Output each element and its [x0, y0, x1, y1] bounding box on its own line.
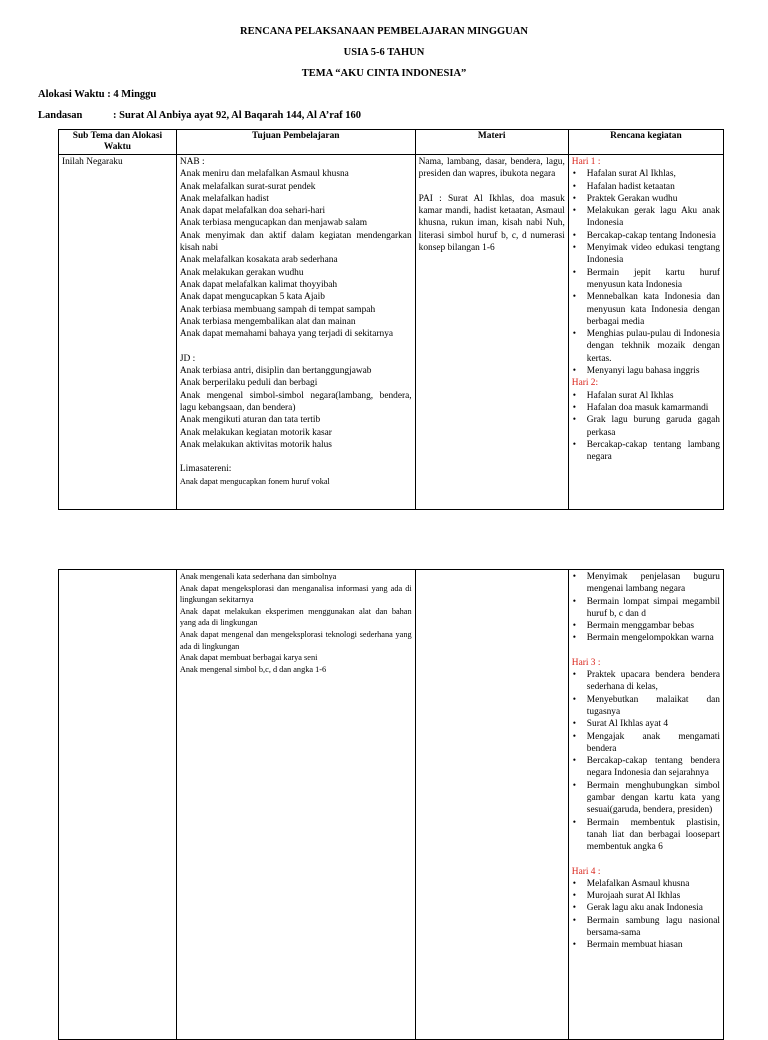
header-rencana: Rencana kegiatan	[568, 130, 723, 155]
tujuan-item: Anak melafalkan surat-surat pendek	[179, 181, 316, 192]
hari-1-list	[572, 168, 720, 377]
header-tujuan: Tujuan Pembelajaran	[176, 130, 415, 155]
activity-item: • Murojaah surat Al Ikhlas	[572, 890, 720, 902]
tujuan-item: Anak dapat melafalkan doa sehari-hari	[179, 206, 326, 217]
tujuan-item: Anak mengenal simbol b,c, d dan angka 1-6	[179, 664, 327, 674]
sub-tema-text: Inilah Negaraku	[62, 157, 123, 167]
activity-item: • Praktek upacara bendera bendera sederhana di kelas,	[572, 669, 720, 694]
tujuan-cell	[176, 155, 415, 510]
header-sub-tema: Sub Tema dan Alokasi Waktu	[59, 130, 177, 155]
activity-item: • Hafalan doa masuk kamarmandi	[572, 402, 720, 414]
tujuan-item: Anak terbiasa antri, disiplin dan bertanggungjawab	[179, 366, 372, 377]
activity-item: • Bermain mengelompokkan warna	[572, 632, 720, 644]
tujuan-item: Anak berperilaku peduli dan berbagi	[179, 378, 318, 389]
document-title: RENCANA PELAKSANAAN PEMBELAJARAN MINGGUAN	[240, 26, 528, 37]
tujuan-item: NAB :	[179, 157, 205, 167]
age-heading: USIA 5-6 TAHUN	[343, 47, 425, 58]
tujuan-item: Anak dapat melakukan eksperimen menggunakan alat dan bahan yang ada di lingkungan	[179, 606, 412, 628]
activity-item: • Hafalan hadist ketaatan	[572, 181, 720, 193]
tujuan-item	[180, 451, 412, 463]
header-materi: Materi	[415, 130, 568, 155]
landasan-label: Landasan	[38, 110, 83, 121]
table-row	[59, 570, 724, 1040]
rencana-cell	[568, 155, 723, 510]
activity-item: • Menyebutkan malaikat dan tugasnya	[572, 694, 720, 719]
hari-2-list-continued	[572, 571, 720, 645]
tujuan-item: Anak dapat mengeksplorasi dan menganalisa informasi yang ada di lingkungan sekitarnya	[179, 583, 412, 605]
activity-item: • Bermain menggambar bebas	[572, 620, 720, 632]
theme-heading: TEMA “AKU CINTA INDONESIA”	[301, 68, 467, 79]
plan-table-page-1	[58, 129, 724, 510]
activity-item: • Bermain membentuk plastisin, tanah liat dan berbagai loosepart membentuk angka 6	[572, 817, 720, 854]
activity-item: • Grak lagu burung garuda gagah perkasa	[572, 414, 720, 439]
hari-2-label: Hari 2:	[571, 378, 599, 389]
tujuan-item: Anak terbiasa membuang sampah di tempat sampah	[179, 304, 376, 315]
activity-item: • Bermain sambung lagu nasional bersama-sama	[572, 915, 720, 940]
activity-item: • Bermain jepit kartu huruf menyusun kata Indonesia	[572, 267, 720, 292]
tujuan-item: Anak menyimak dan aktif dalam kegiatan mendengarkan kisah nabi	[179, 230, 412, 254]
tujuan-small-text: Anak dapat mengucapkan fonem huruf vokal	[179, 476, 330, 486]
activity-item: • Bermain membuat hiasan	[572, 939, 720, 951]
tujuan-item: Anak dapat mengenal dan mengeksplorasi teknologi sederhana yang ada di lingkungan	[179, 629, 412, 651]
materi-cell	[415, 155, 568, 510]
activity-item: • Mengajak anak mengamati bendera	[572, 731, 720, 756]
tujuan-item: Anak melakukan kegiatan motorik kasar	[179, 427, 332, 438]
tujuan-item: Limasatereni:	[179, 464, 232, 475]
activity-item: • Bermain menghubungkan simbol gambar dengan kartu kata yang sesuai(garuda, bendera, presiden)	[572, 780, 720, 817]
hari-3-list	[572, 669, 720, 853]
plan-table-page-2	[58, 569, 724, 1040]
materi-list	[419, 156, 565, 254]
activity-item: • Mennebalkan kata Indonesia dan menyusun kata Indonesia dengan berbagai media	[572, 291, 720, 328]
tujuan-item: Anak melakukan gerakan wudhu	[179, 267, 304, 278]
sub-tema-cell-empty	[59, 570, 177, 1040]
tujuan-item: Anak melafalkan hadist	[179, 193, 269, 204]
tujuan-item: Anak melafalkan kosakata arab sederhana	[179, 255, 338, 266]
tujuan-list-continued	[180, 571, 412, 675]
hari-4-label: Hari 4 :	[571, 866, 601, 877]
tujuan-item: Anak dapat mengucapkan 5 kata Ajaib	[179, 292, 325, 303]
hari-3-label: Hari 3 :	[571, 657, 601, 668]
hari-1-label: Hari 1 :	[571, 157, 601, 167]
materi-paragraph	[419, 181, 565, 193]
tujuan-item: Anak mengenal simbol-simbol negara(lambang, bendera, lagu kebangsaan, dan bendera)	[179, 390, 412, 413]
tujuan-item: Anak melakukan aktivitas motorik halus	[179, 439, 332, 450]
tujuan-item: Anak dapat membuat berbagai karya seni	[179, 653, 318, 663]
tujuan-cell-continued	[176, 570, 415, 1040]
activity-item: • Surat Al Ikhlas ayat 4	[572, 718, 720, 730]
activity-item: • Bercakap-cakap tentang lambang negara	[572, 439, 720, 464]
hari-4-list	[572, 878, 720, 952]
activity-item: • Menyimak video edukasi tengtang Indonesia	[572, 242, 720, 267]
materi-cell-empty	[415, 570, 568, 1040]
materi-paragraph: Nama, lambang, dasar, bendera, lagu, presiden dan wapres, ibukota negara	[418, 157, 565, 180]
tujuan-item: Anak terbiasa mengucapkan dan menjawab salam	[179, 218, 368, 229]
materi-paragraph: PAI : Surat Al Ikhlas, doa masuk kamar mandi, hadist ketaatan, Asmaul khusna, rukun iman, kisah nabi Nuh, literasi simbol huruf b, c, d numerasi konsep bilangan 1-6	[418, 193, 565, 254]
tujuan-item: JD :	[179, 353, 196, 364]
activity-item: • Menghias pulau-pulau di Indonesia dengan tekhnik mozaik dengan kertas.	[572, 328, 720, 365]
activity-item: • Bercakap-cakap tentang bendera negara Indonesia dan sejarahnya	[572, 755, 720, 780]
tujuan-item: Anak terbiasa mengembalikan alat dan mainan	[179, 316, 356, 327]
tujuan-item: Anak dapat memahami bahaya yang terjadi di sekitarnya	[179, 329, 394, 340]
tujuan-item	[180, 340, 412, 352]
landasan-value: : Surat Al Anbiya ayat 92, Al Baqarah 144, Al A’raf 160	[113, 110, 362, 121]
activity-item: • Bermain lompat simpai megambil huruf b, c dan d	[572, 596, 720, 621]
activity-item: • Gerak lagu aku anak Indonesia	[572, 902, 720, 914]
activity-item: • Melafalkan Asmaul khusna	[572, 878, 720, 890]
alokasi-waktu: Alokasi Waktu : 4 Minggu	[38, 89, 157, 100]
activity-item: • Menyimak penjelasan buguru mengenai lambang negara	[572, 571, 720, 596]
rencana-cell-continued	[568, 570, 723, 1040]
tujuan-item: Anak mengenali kata sederhana dan simbolnya	[179, 572, 337, 581]
tujuan-item: Anak meniru dan melafalkan Asmaul khusna	[179, 169, 349, 180]
hari-2-list	[572, 390, 720, 464]
table-row	[59, 155, 724, 510]
activity-item: • Hafalan surat Al Ikhlas	[572, 390, 720, 402]
activity-item: • Melakukan gerak lagu Aku anak Indonesia	[572, 205, 720, 230]
table-header-row	[59, 130, 724, 155]
sub-tema-cell	[59, 155, 177, 510]
tujuan-list	[180, 156, 412, 476]
tujuan-item: Anak mengikuti aturan dan tata tertib	[179, 415, 321, 426]
tujuan-item: Anak dapat melafalkan kalimat thoyyibah	[179, 279, 338, 290]
activity-item: • Bercakap-cakap tentang Indonesia	[572, 230, 720, 242]
activity-item: • Hafalan surat Al Ikhlas,	[572, 168, 720, 180]
activity-item: • Praktek Gerakan wudhu	[572, 193, 720, 205]
activity-item: • Menyanyi lagu bahasa inggris	[572, 365, 720, 377]
